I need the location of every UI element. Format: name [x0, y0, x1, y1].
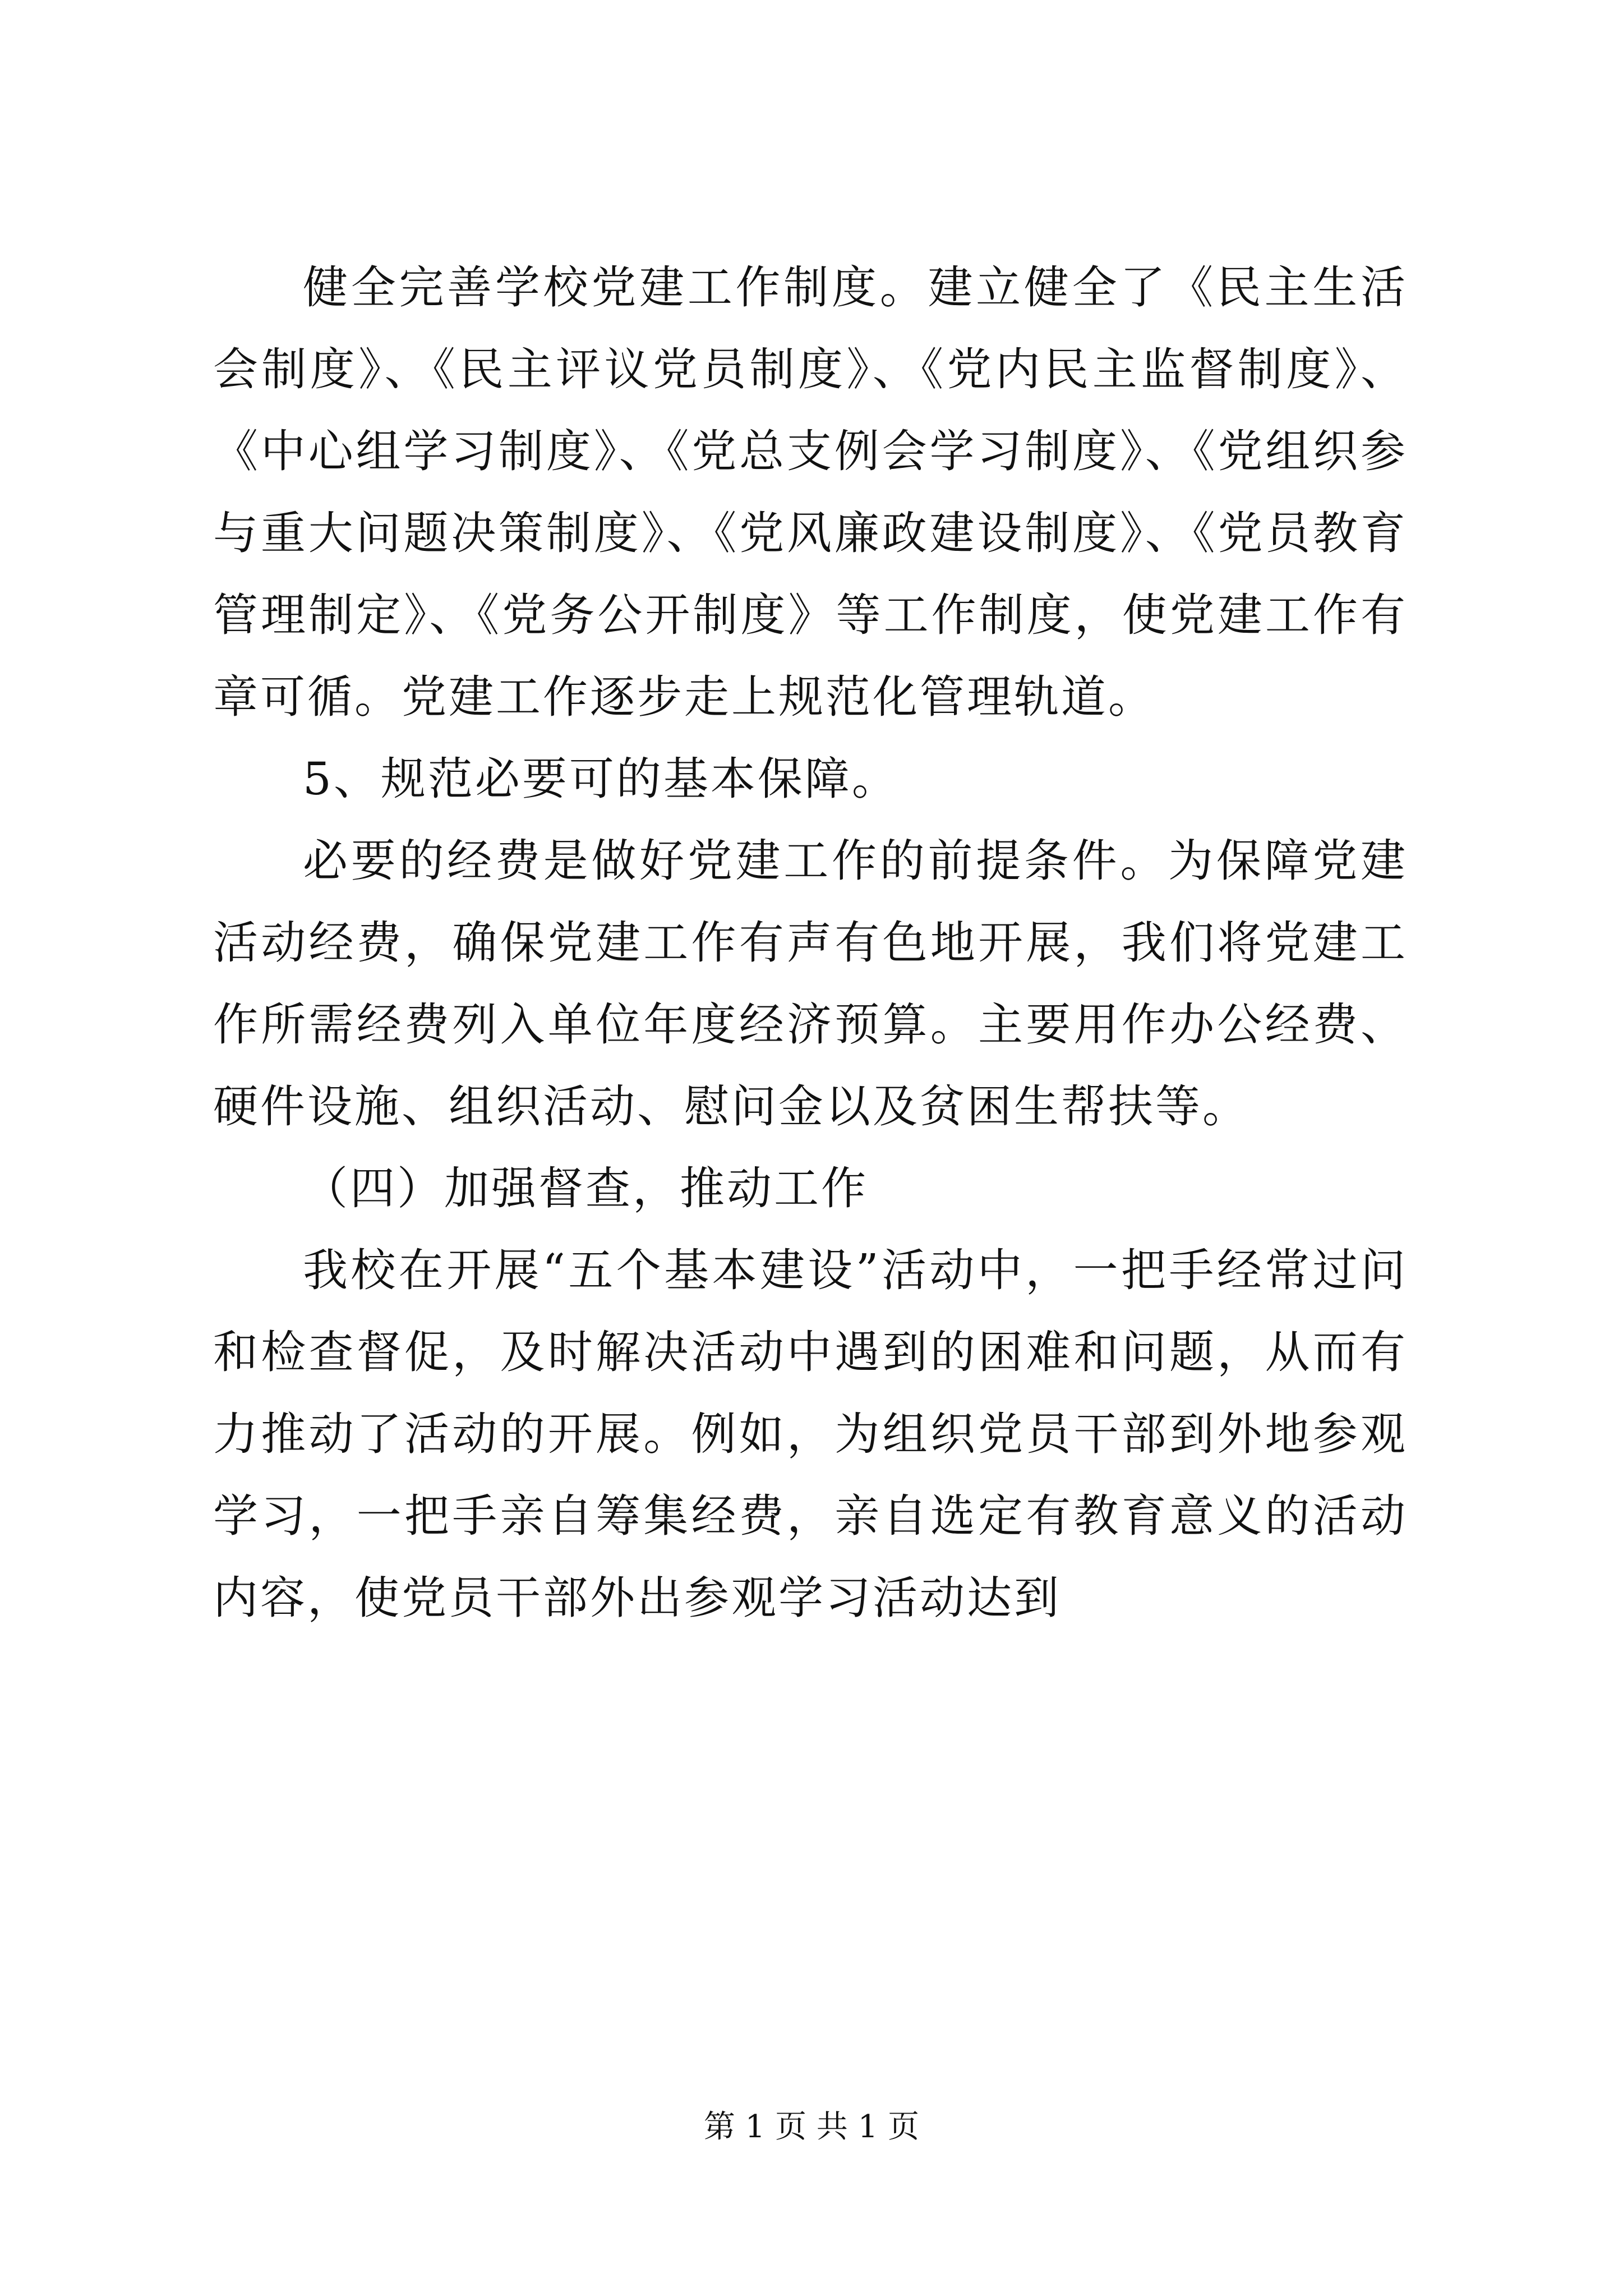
paragraph-party-rules: 健全完善学校党建工作制度。建立健全了《民主生活会制度》、《民主评议党员制度》、《党内民主监督制度》、《中心组学习制度》、《党总支例会学习制度》、《党组织参与重大问题决策制度》、《党风廉政建设制度》、《党员教育管理制定》、《党务公开制度》等工作制度，使党建工作有章可循。党建工作逐步走上规范化管理轨道。	[213, 261, 1408, 723]
paragraph-supervision-details: 我校在开展“五个基本建设”活动中，一把手经常过问和检查督促，及时解决活动中遇到的困难和问题，从而有力推动了活动的开展。例如，为组织党员干部到外地参观学习，一把手亲自筹集经费，亲自选定有教育意义的活动内容，使党员干部外出参观学习活动达到	[213, 1244, 1408, 1624]
document-body	[213, 247, 1408, 1639]
paragraph-funding: 必要的经费是做好党建工作的前提条件。为保障党建活动经费，确保党建工作有声有色地开展，我们将党建工作所需经费列入单位年度经济预算。主要用作办公经费、硬件设施、组织活动、慰问金以及贫困生帮扶等。	[213, 835, 1408, 1133]
paragraph-heading-supervision: （四）加强督查，推动工作	[303, 1162, 868, 1214]
paragraph-heading-basic-guarantee: 5、规范必要可的基本保障。	[303, 753, 899, 805]
page-number-footer: 第 1 页 共 1 页	[703, 2109, 920, 2145]
